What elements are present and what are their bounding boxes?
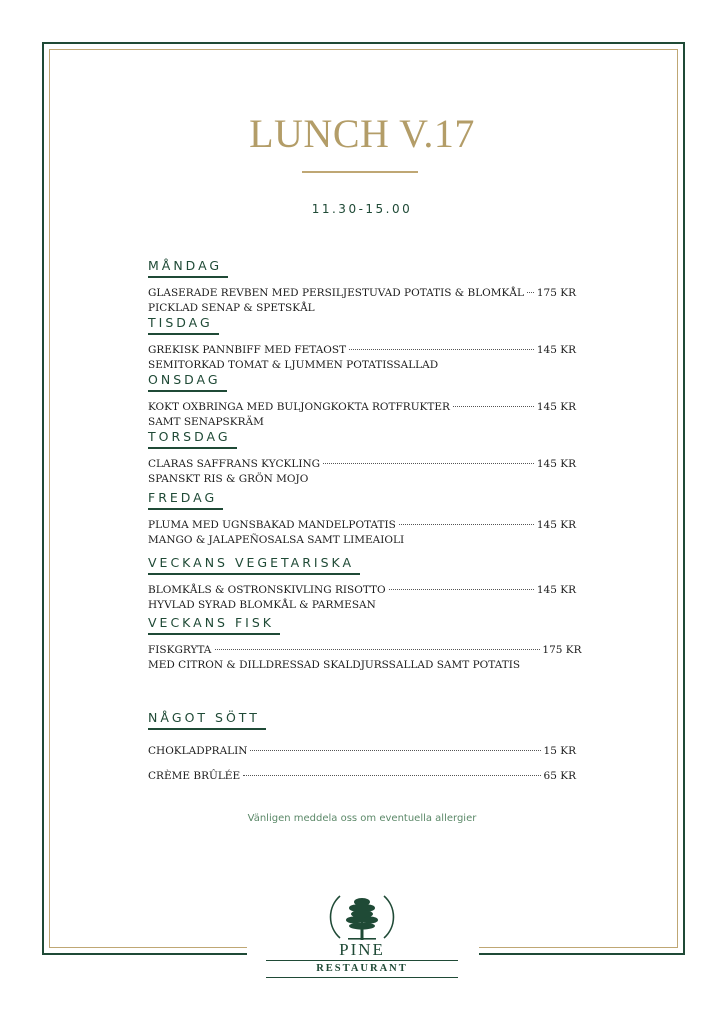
dish-name: CHOKLADPRALIN [148,745,248,757]
dot-leader [389,589,534,590]
menu-row [148,643,582,658]
day-heading: ONSDAG [148,373,227,392]
dish-name: CLARAS SAFFRANS KYCKLING [148,458,321,470]
dish-name: CRÈME BRÛLÉE [148,770,241,782]
title-divider [302,171,418,173]
section-fish [148,612,582,673]
section-sweet [148,707,576,794]
dot-leader [215,649,540,650]
brand-divider-bottom [266,977,458,978]
day-heading: FREDAG [148,491,223,510]
dot-leader [243,775,540,776]
dish-name: PLUMA MED UGNSBAKAD MANDELPOTATIS [148,519,396,531]
section-heading: VECKANS VEGETARISKA [148,556,360,575]
dish-price: 65 KR [543,770,576,782]
dot-leader [453,406,534,407]
section-heading: NÅGOT SÖTT [148,711,266,730]
brand-name: PINE [339,940,385,959]
opening-hours: 11.30-15.00 [311,202,413,216]
dot-leader [399,524,534,525]
section-fredag [148,487,576,548]
day-heading: MÅNDAG [148,259,228,278]
dot-leader [323,463,534,464]
dish-price: 145 KR [536,584,576,596]
dish-price: 145 KR [536,344,576,356]
dish-description: PICKLAD SENAP & SPETSKÅL [148,302,315,314]
section-onsdag [148,369,576,430]
dish-description: SAMT SENAPSKRÄM [148,416,264,428]
dish-description: SEMITORKAD TOMAT & LJUMMEN POTATISSALLAD [148,359,439,371]
brand-divider [266,960,458,961]
dish-name: KOKT OXBRINGA MED BULJONGKOKTA ROTFRUKTER [148,401,450,413]
section-torsdag [148,426,576,487]
menu-title: LUNCH V.17 [249,111,475,156]
allergy-note: Vänligen meddela oss om eventuella allergier [247,813,477,824]
menu-row [148,457,576,472]
brand-subtitle: RESTAURANT [316,963,408,974]
dish-description: MED CITRON & DILLDRESSAD SKALDJURSSALLAD SAMT POTATIS [148,659,521,671]
dish-price: 175 KR [542,644,582,656]
section-tisdag [148,312,576,373]
menu-row [148,583,576,598]
dish-name: BLOMKÅLS & OSTRONSKIVLING RISOTTO [148,584,386,596]
section-vegetarian [148,552,576,613]
section-heading: VECKANS FISK [148,616,280,635]
dish-description: HYVLAD SYRAD BLOMKÅL & PARMESAN [148,599,376,611]
dish-description: MANGO & JALAPEÑOSALSA SAMT LIMEAIOLI [148,534,405,546]
dish-name: GREKISK PANNBIFF MED FETAOST [148,344,347,356]
section-mandag [148,255,576,316]
dot-leader [349,349,534,350]
dish-price: 145 KR [536,458,576,470]
menu-row [148,769,576,784]
dish-name: FISKGRYTA [148,644,212,656]
dot-leader [250,750,540,751]
dish-price: 145 KR [536,401,576,413]
menu-row [148,518,576,533]
menu-row [148,343,576,358]
menu-row [148,744,576,759]
dish-name: GLASERADE REVBEN MED PERSILJESTUVAD POTATIS & BLOMKÅL [148,287,524,299]
dish-price: 15 KR [543,745,576,757]
day-heading: TORSDAG [148,430,237,449]
menu-row [148,286,576,301]
dish-price: 145 KR [536,519,576,531]
day-heading: TISDAG [148,316,219,335]
menu-row [148,400,576,415]
dot-leader [527,292,534,293]
dish-description: SPANSKT RIS & GRÖN MOJO [148,473,309,485]
dish-price: 175 KR [536,287,576,299]
